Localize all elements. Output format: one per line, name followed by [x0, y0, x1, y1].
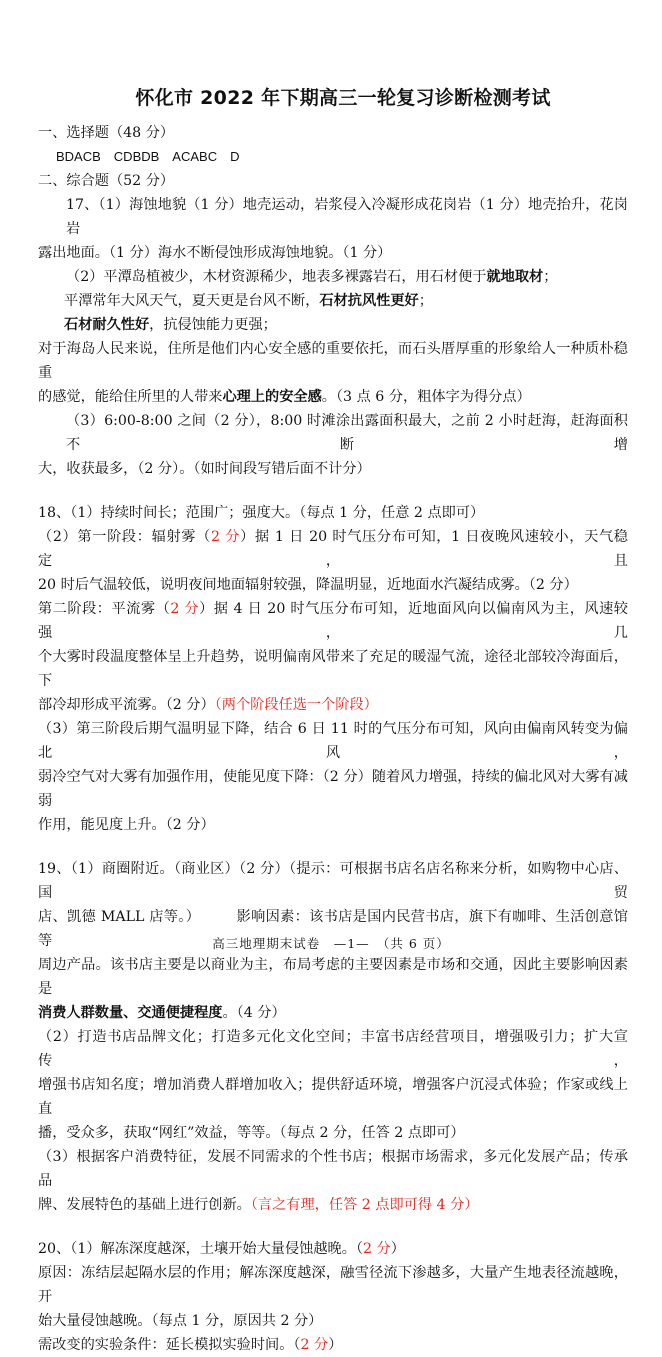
q19-line: （3）根据客户消费特征，发展不同需求的个性书店；根据市场需求，多元化发展产品；传承品	[38, 1149, 628, 1189]
q19-line	[38, 1001, 628, 1025]
q19-note-red: （言之有理，任答 2 点即可得 4 分）	[250, 1197, 479, 1213]
q19-line: 增强书店知名度；增加消费人群增加收入；提供舒适环境，增强客户沉浸式体验；作家或线上直	[38, 1077, 628, 1117]
q20-text: 20、（1）解冻深度越深，土壤开始大量侵蚀越晚。（	[38, 1241, 364, 1257]
question-18	[38, 501, 628, 837]
choice-answers: BDACB CDBDB ACABC D	[56, 149, 240, 164]
q20-line	[38, 1333, 628, 1357]
q17-key-point: 石材耐久性好	[64, 317, 150, 333]
q19-text: 牌、发展特色的基础上进行创新。	[38, 1197, 251, 1213]
q18-line: 个大雾时段温度整体呈上升趋势，说明偏南风带来了充足的暖湿气流，途径北部较冷海面后，下	[38, 649, 628, 689]
q18-note-red: （两个阶段任选一个阶段）	[214, 697, 378, 713]
q17-text: ；	[418, 293, 433, 309]
q18-line: 弱冷空气对大雾有加强作用，使能见度下降：（2 分）随着风力增强，持续的偏北风对大雾有减弱	[38, 769, 628, 809]
q20-line: 原因：冻结层起隔水层的作用；解冻深度越深，融雪径流下渗越多，大量产生地表径流越晚，开	[38, 1265, 628, 1305]
q17-line	[38, 265, 628, 289]
q20-score-red: 2 分	[300, 1337, 329, 1353]
q19-line: 播，受众多，获取“网红”效益，等等。（每点 2 分，任答 2 点即可）	[38, 1125, 465, 1141]
question-17	[38, 193, 628, 481]
section-1-heading: 一、选择题（48 分）	[38, 125, 175, 141]
q20-score-red: 2 分	[363, 1241, 391, 1257]
q17-line: 大，收获最多，（2 分）。（如时间段写错后面不计分）	[38, 461, 371, 477]
q17-line: 对于海岛人民来说，住所是他们内心安全感的重要依托，而石头厝厚重的形象给人一种质朴稳重	[38, 341, 628, 381]
question-20	[38, 1237, 628, 1357]
question-19	[38, 857, 628, 1217]
q18-line	[38, 693, 628, 717]
q18-line: 20 时后气温较低，说明夜间地面辐射较强，降温明显，近地面水汽凝结成雾。（2 分）	[38, 577, 578, 593]
q18-line	[38, 525, 628, 573]
q17-text: 的感觉，能给住所里的人带来	[38, 389, 223, 405]
q20-line: 始大量侵蚀越晚。（每点 1 分，原因共 2 分）	[38, 1313, 323, 1329]
q17-text: 。（3 点 6 分，粗体字为得分点）	[321, 389, 531, 405]
q17-text: （2）平潭岛植被少，木材资源稀少，地表多裸露岩石，用石材便于	[66, 269, 487, 285]
q17-line	[38, 289, 628, 313]
q19-text: 。（4 分）	[222, 1005, 286, 1021]
document-title: 怀化市 2022 年下期高三一轮复习诊断检测考试	[135, 87, 551, 109]
q18-score-red: 2 分	[170, 601, 200, 617]
q17-key-point: 心理上的安全感	[222, 389, 322, 405]
section-2-heading: 二、综合题（52 分）	[38, 173, 175, 189]
q20-line	[38, 1237, 628, 1261]
q17-text: ；	[543, 269, 558, 285]
q20-text: ）	[390, 1241, 405, 1257]
q17-key-point: 石材抗风性更好	[319, 293, 419, 309]
q18-text: （2）第一阶段：辐射雾（	[38, 529, 212, 545]
spacer	[38, 481, 628, 501]
q20-text: ）	[328, 1337, 343, 1353]
q18-text: ）据 4 日 20 时气压分布可知，近地面风向以偏南风为主，风速较强，几	[38, 601, 628, 641]
q18-line: （3）第三阶段后期气温明显下降，结合 6 日 11 时的气压分布可知，风向由偏南风转变为偏北风，	[38, 721, 628, 761]
spacer	[38, 837, 628, 857]
q18-line	[38, 597, 628, 645]
q17-line: 露出地面。（1 分）海水不断侵蚀形成海蚀地貌。（1 分）	[38, 245, 392, 261]
q17-line: 17、（1）海蚀地貌（1 分）地壳运动，岩浆侵入冷凝形成花岗岩（1 分）地壳抬升，花岗岩	[66, 197, 628, 237]
q19-line: 周边产品。该书店主要是以商业为主，布局考虑的主要因素是市场和交通，因此主要影响因素是	[38, 957, 628, 997]
q17-key-point: 就地取材	[486, 269, 544, 285]
q18-text: 部冷却形成平流雾。（2 分）	[38, 697, 215, 713]
q18-text: 第二阶段：平流雾（	[38, 601, 171, 617]
answer-document	[38, 84, 628, 1357]
q19-key-point: 消费人群数量、交通便捷程度	[38, 1005, 223, 1021]
q19-line	[38, 1193, 628, 1217]
q17-line: （3）6:00-8:00 之间（2 分），8:00 时滩涂出露面积最大，之前 2 小时赶海，赶海面积不断增	[66, 413, 628, 453]
q19-line: 店、凯德 MALL 店等。） 影响因素：该书店是国内民营书店，旗下有咖啡、生活创意馆等	[38, 909, 628, 949]
q18-line: 18、（1）持续时间长；范围广；强度大。（每点 1 分，任意 2 点即可）	[38, 505, 485, 521]
q17-line	[38, 385, 628, 409]
q17-text: 平潭常年大风天气，夏天更是台风不断，	[64, 293, 320, 309]
q17-text: ，抗侵蚀能力更强；	[149, 317, 277, 333]
q18-text: ）据 1 日 20 时气压分布可知，1 日夜晚风速较小，天气稳定，且	[38, 529, 628, 569]
q19-line: 19、（1）商圈附近。（商业区）（2 分）（提示：可根据书店名店名称来分析，如购物中心店、国贸	[38, 861, 628, 901]
q19-line: （2）打造书店品牌文化；打造多元化文化空间；丰富书店经营项目，增强吸引力；扩大宣传，	[38, 1029, 628, 1069]
q18-line: 作用，能见度上升。（2 分）	[38, 817, 215, 833]
q17-line	[38, 313, 628, 337]
spacer	[38, 1217, 628, 1237]
q18-score-red: 2 分	[211, 529, 241, 545]
page-footer: 高三地理期末试卷 —1— （共 6 页）	[212, 936, 450, 951]
q20-text: 需改变的实验条件：延长模拟实验时间。（	[38, 1337, 301, 1353]
